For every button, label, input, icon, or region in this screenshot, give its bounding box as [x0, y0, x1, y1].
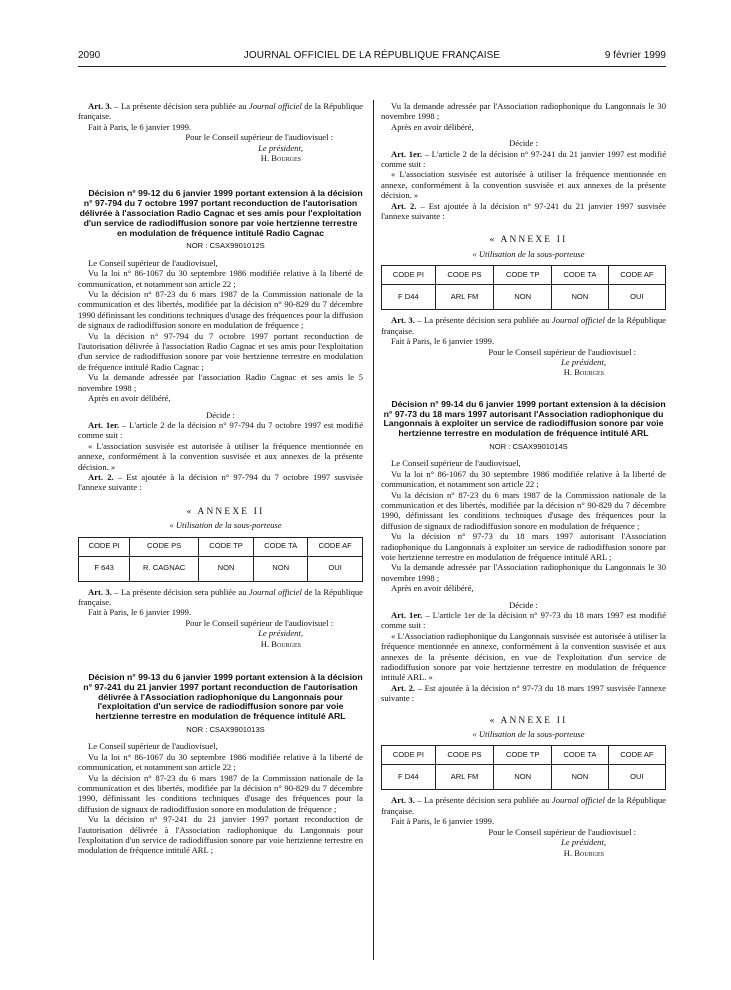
signature-role-line [381, 357, 666, 367]
fait-a-paris: Fait à Paris, le 6 janvier 1999. [391, 816, 495, 827]
table-header: CODE AF [608, 746, 665, 765]
paragraph: Le Conseil supérieur de l'audiovisuel, [391, 458, 521, 469]
sous-porteuse-table [381, 265, 666, 310]
table-row [382, 765, 666, 790]
signature-role-line [381, 837, 666, 847]
column-divider [373, 100, 374, 960]
signature-name: Bourges [574, 367, 604, 378]
table-cell: NON [494, 765, 552, 790]
article-label: Art. 3. [391, 315, 415, 326]
article-text: de la République française. [381, 795, 667, 816]
article-text: – La présente décision sera publiée au [111, 586, 249, 597]
table-cell: NON [552, 285, 609, 310]
decision-99-12-title: Décision n° 99-12 du 6 janvier 1999 portant extension à la décision n° 97-794 du 7 octobre 1997 portant reconduction de l'autorisation délivrée à l'association Radio Cagnac et ses amis pour l'exploitation d'un service de radiodiffusion sonore par voie hertzienne terrestre en modulation de fréquence intitulé Radio Cagnac [79, 188, 363, 238]
table-header: CODE PI [382, 266, 436, 285]
signature-name: Bourges [271, 153, 301, 164]
article-2-paragraph [78, 472, 363, 493]
signature-initial: H. [563, 847, 575, 858]
paragraph: Vu la décision n° 87-23 du 6 mars 1987 de la Commission nationale de la communication et des libertés, modifiée par la décision n° 90-829 du 7 décembre 1990, définissant les conditions techniques d'usage des fréquences pour la diffusion de signaux de radiodiffusion sonore en modulation de fréquence ; [381, 489, 666, 531]
article-1-paragraph [78, 420, 363, 441]
paragraph: Vu la demande adressée par l'Association radiophonique du Langonnais le 30 novembre 1998 ; [381, 101, 666, 122]
signature-name: Bourges [574, 847, 604, 858]
table-header: CODE AF [308, 537, 363, 556]
article-text: – L'article 1er de la décision n° 97-73 du 18 mars 1997 est modifié comme suit : [381, 610, 666, 631]
table-header: CODE TP [494, 746, 552, 765]
signature-name-line [78, 153, 363, 163]
utilisation-heading: « Utilisation de la sous-porteuse [169, 520, 282, 531]
decision-99-14-title: Décision n° 99-14 du 6 janvier 1999 portant extension à la décision n° 97-73 du 18 mars 1997 autorisant l'Association radiophonique du Langonnais à exploiter un service de radiodiffusion sonore par voie hertzienne terrestre en modulation de fréquence intitulé ARL [383, 398, 666, 439]
table-header: CODE TA [552, 746, 609, 765]
signature-line: Pour le Conseil supérieur de l'audiovisuel : [185, 617, 333, 628]
page-number: 2090 [78, 50, 101, 61]
table-row [79, 556, 363, 581]
fait-a-paris: Fait à Paris, le 6 janvier 1999. [88, 121, 192, 132]
signature-role: Le président, [561, 356, 606, 367]
article-label: Art. 2. [391, 200, 417, 211]
header-rule [78, 66, 666, 67]
table-header: CODE PS [435, 266, 494, 285]
article-label: Art. 3. [88, 586, 112, 597]
article-3-paragraph [381, 315, 666, 336]
signature-name: Bourges [271, 638, 301, 649]
sous-porteuse-table [381, 745, 666, 790]
nor-reference: NOR : CSAX9901013S [186, 725, 265, 734]
quote-paragraph: « L'Association radiophonique du Langonnais susvisée est autorisée à utiliser la fréquence mentionnée en annexe, conformément à la convention susvisée et aux annexes de la présente décision, en vue de l'exploitation d'un service de radiodiffusion sonore par voie hertzienne terrestre en modulation de fréquence intitulé ARL. » [381, 630, 666, 683]
annexe-heading: « ANNEXE II [489, 235, 568, 246]
signature-initial: H. [260, 153, 272, 164]
article-label: Art. 3. [391, 795, 415, 806]
paragraph: Après en avoir délibéré, [391, 583, 474, 594]
signature-line: Pour le Conseil supérieur de l'audiovisuel : [488, 826, 636, 837]
signature-role: Le président, [561, 837, 606, 848]
article-text: de la République française. [381, 315, 667, 336]
article-label: Art. 3. [88, 101, 112, 111]
page-header [78, 50, 666, 64]
paragraph: Vu la décision n° 87-23 du 6 mars 1987 de la Commission nationale de la communication et des libertés, modifiée par la décision n° 90-829 du 7 décembre 1990, définissant les conditions techniques d'usage des fréquences pour la diffusion de signaux de radiodiffusion sonore en modulation de fréquence ; [78, 772, 363, 814]
table-cell: NON [199, 556, 254, 581]
article-1-paragraph [381, 610, 666, 631]
article-text: – Est ajoutée à la décision n° 97-73 du 18 mars 1997 susvisée l'annexe suivante : [381, 682, 666, 704]
paragraph: Le Conseil supérieur de l'audiovisuel, [88, 741, 218, 752]
paragraph: Vu la loi n° 86-1067 du 30 septembre 1986 modifiée relative à la liberté de communication, et notamment son article 22 ; [78, 268, 363, 289]
signature-role-line [78, 628, 363, 638]
table-header: CODE TP [494, 266, 552, 285]
quote-paragraph: « L'association susvisée est autorisée à utiliser la fréquence mentionnée en annexe, conformément à la convention susvisée et aux annexes de la présente décision. » [381, 169, 666, 201]
table-cell: NON [552, 765, 609, 790]
table-cell: NON [254, 556, 308, 581]
table-header: CODE PS [435, 746, 494, 765]
article-text: – La présente décision sera publiée au [111, 101, 249, 111]
journal-officiel-text: Journal officiel [248, 101, 302, 111]
article-text: – La présente décision sera publiée au [414, 795, 552, 806]
table-header: CODE PI [79, 537, 130, 556]
table-row [382, 285, 666, 310]
table-header: CODE TA [552, 266, 609, 285]
article-label: Art. 2. [391, 682, 416, 693]
decide-heading: Décide : [206, 409, 235, 420]
signature-role: Le président, [258, 142, 303, 153]
paragraph: Vu la décision n° 97-794 du 7 octobre 1997 portant reconduction de l'autorisation délivrée à l'association Radio Cagnac et ses amis pour l'exploitation d'un service de radiodiffusion sonore par voie hertzienne terrestre en modulation de fréquence intitulé Radio Cagnac ; [78, 330, 363, 372]
article-3-paragraph [78, 101, 363, 122]
journal-officiel-text: Journal officiel [551, 315, 605, 326]
journal-officiel-text: Journal officiel [551, 795, 605, 806]
paragraph: Vu la décision n° 97-241 du 21 janvier 1997 portant reconduction de l'autorisation délivrée à l'Association radiophonique du Langonnais pour l'exploitation d'un service de radiodiffusion sonore par voie hertzienne terrestre en modulation de fréquence intitulé ARL ; [78, 814, 363, 856]
paragraph: Vu la loi n° 86-1067 du 30 septembre 1986 modifiée relative à la liberté de communication, et notamment son article 22 ; [381, 468, 666, 490]
table-header: CODE TP [199, 537, 254, 556]
article-3-paragraph [381, 795, 666, 816]
table-header: CODE TA [254, 537, 308, 556]
article-2-paragraph [381, 201, 666, 222]
signature-line: Pour le Conseil supérieur de l'audiovisuel : [185, 132, 333, 143]
paragraph: Vu la demande adressée par l'Association radiophonique du Langonnais le 30 novembre 1998 ; [381, 562, 666, 583]
signature-line: Pour le Conseil supérieur de l'audiovisuel : [488, 346, 636, 357]
journal-officiel-text: Journal officiel [248, 586, 302, 597]
table-cell: F D44 [382, 765, 436, 790]
annexe-heading: « ANNEXE II [186, 506, 265, 517]
paragraph: Après en avoir délibéré, [88, 393, 171, 404]
journal-title: JOURNAL OFFICIEL DE LA RÉPUBLIQUE FRANÇAISE [243, 50, 501, 61]
article-text: de la République française. [78, 586, 364, 607]
table-header-row [382, 746, 666, 765]
signature-initial: H. [563, 367, 575, 378]
table-cell: F D44 [382, 285, 436, 310]
paragraph: Vu la loi n° 86-1067 du 30 septembre 1986 modifiée relative à la liberté de communication, et notamment son article 22 ; [78, 751, 363, 773]
nor-reference: NOR : CSAX9901014S [489, 441, 568, 451]
table-cell: OUI [608, 765, 665, 790]
article-text: – Est ajoutée à la décision n° 97-794 du 7 octobre 1997 susvisée l'annexe suivante : [78, 471, 364, 493]
decide-heading: Décide : [509, 599, 538, 610]
paragraph: Vu la demande adressée par l'association Radio Cagnac et ses amis le 5 novembre 1998 ; [78, 372, 363, 393]
signature-name-line [381, 367, 666, 377]
left-column [78, 101, 363, 856]
signature-initial: H. [260, 638, 272, 649]
table-header: CODE AF [608, 266, 665, 285]
annexe-heading: « ANNEXE II [489, 715, 568, 726]
table-cell: ARL FM [435, 285, 494, 310]
article-label: Art. 1er. [391, 610, 423, 620]
article-text: de la République française. [78, 101, 364, 122]
utilisation-heading: « Utilisation de la sous-porteuse [472, 729, 585, 740]
signature-role: Le président, [258, 628, 303, 639]
right-column [381, 101, 666, 858]
fait-a-paris: Fait à Paris, le 6 janvier 1999. [391, 336, 495, 347]
article-label: Art. 1er. [391, 148, 423, 159]
article-text: – Est ajoutée à la décision n° 97-241 du 21 janvier 1997 susvisée l'annexe suivante : [381, 200, 666, 222]
article-label: Art. 2. [88, 471, 114, 482]
paragraph: Vu la décision n° 97-73 du 18 mars 1997 autorisant l'Association radiophonique du Langonnais à exploiter un service de radiodiffusion sonore par voie hertzienne terrestre en modulation de fréquence intitulé ARL ; [381, 531, 666, 562]
article-text: – L'article 2 de la décision n° 97-794 du 7 octobre 1997 est modifié comme suit : [78, 419, 364, 441]
paragraph: Vu la décision n° 87-23 du 6 mars 1987 de la Commission nationale de la communication et des libertés, modifiée par la décision n° 90-829 du 7 décembre 1990 définissant les conditions techniques d'usage des fréquences pour la diffusion de signaux de radiodiffusion sonore en modulation de fréquence ; [78, 289, 363, 331]
decide-heading: Décide : [509, 138, 538, 149]
article-2-paragraph [381, 683, 666, 704]
fait-a-paris: Fait à Paris, le 6 janvier 1999. [88, 607, 192, 618]
utilisation-heading: « Utilisation de la sous-porteuse [472, 248, 585, 259]
signature-role-line [78, 143, 363, 153]
article-text: – La présente décision sera publiée au [414, 315, 552, 326]
table-cell: F 643 [79, 556, 130, 581]
table-header: CODE PI [382, 746, 436, 765]
article-label: Art. 1er. [88, 419, 120, 430]
article-text: – L'article 2 de la décision n° 97-241 du 21 janvier 1997 est modifié comme suit : [381, 148, 667, 170]
table-cell: OUI [608, 285, 665, 310]
table-header: CODE PS [130, 537, 199, 556]
table-cell: OUI [308, 556, 363, 581]
article-3-paragraph [78, 587, 363, 608]
article-1-paragraph [381, 149, 666, 170]
table-cell: R. CAGNAC [130, 556, 199, 581]
signature-name-line [381, 848, 666, 858]
paragraph: Après en avoir délibéré, [391, 121, 474, 132]
quote-paragraph: « L'association susvisée est autorisée à utiliser la fréquence mentionnée en annexe, conformément à la convention susvisée et aux annexes de la présente décision. » [78, 440, 363, 472]
decision-99-13-title: Décision n° 99-13 du 6 janvier 1999 portant extension à la décision n° 97-241 du 21 janvier 1997 portant reconduction de l'autorisation délivrée à l'Association radiophonique du Langonnais pour l'exploitation d'un service de radiodiffusion sonore par voie hertzienne terrestre en modulation de fréquence intitulé ARL [83, 672, 363, 722]
table-cell: ARL FM [435, 765, 494, 790]
table-header-row [382, 266, 666, 285]
table-header-row [79, 537, 363, 556]
nor-reference: NOR : CSAX9901012S [186, 241, 265, 251]
table-cell: NON [494, 285, 552, 310]
sous-porteuse-table [78, 537, 363, 582]
paragraph: Le Conseil supérieur de l'audiovisuel, [88, 257, 218, 268]
issue-date: 9 février 1999 [604, 50, 666, 61]
signature-name-line [78, 639, 363, 649]
